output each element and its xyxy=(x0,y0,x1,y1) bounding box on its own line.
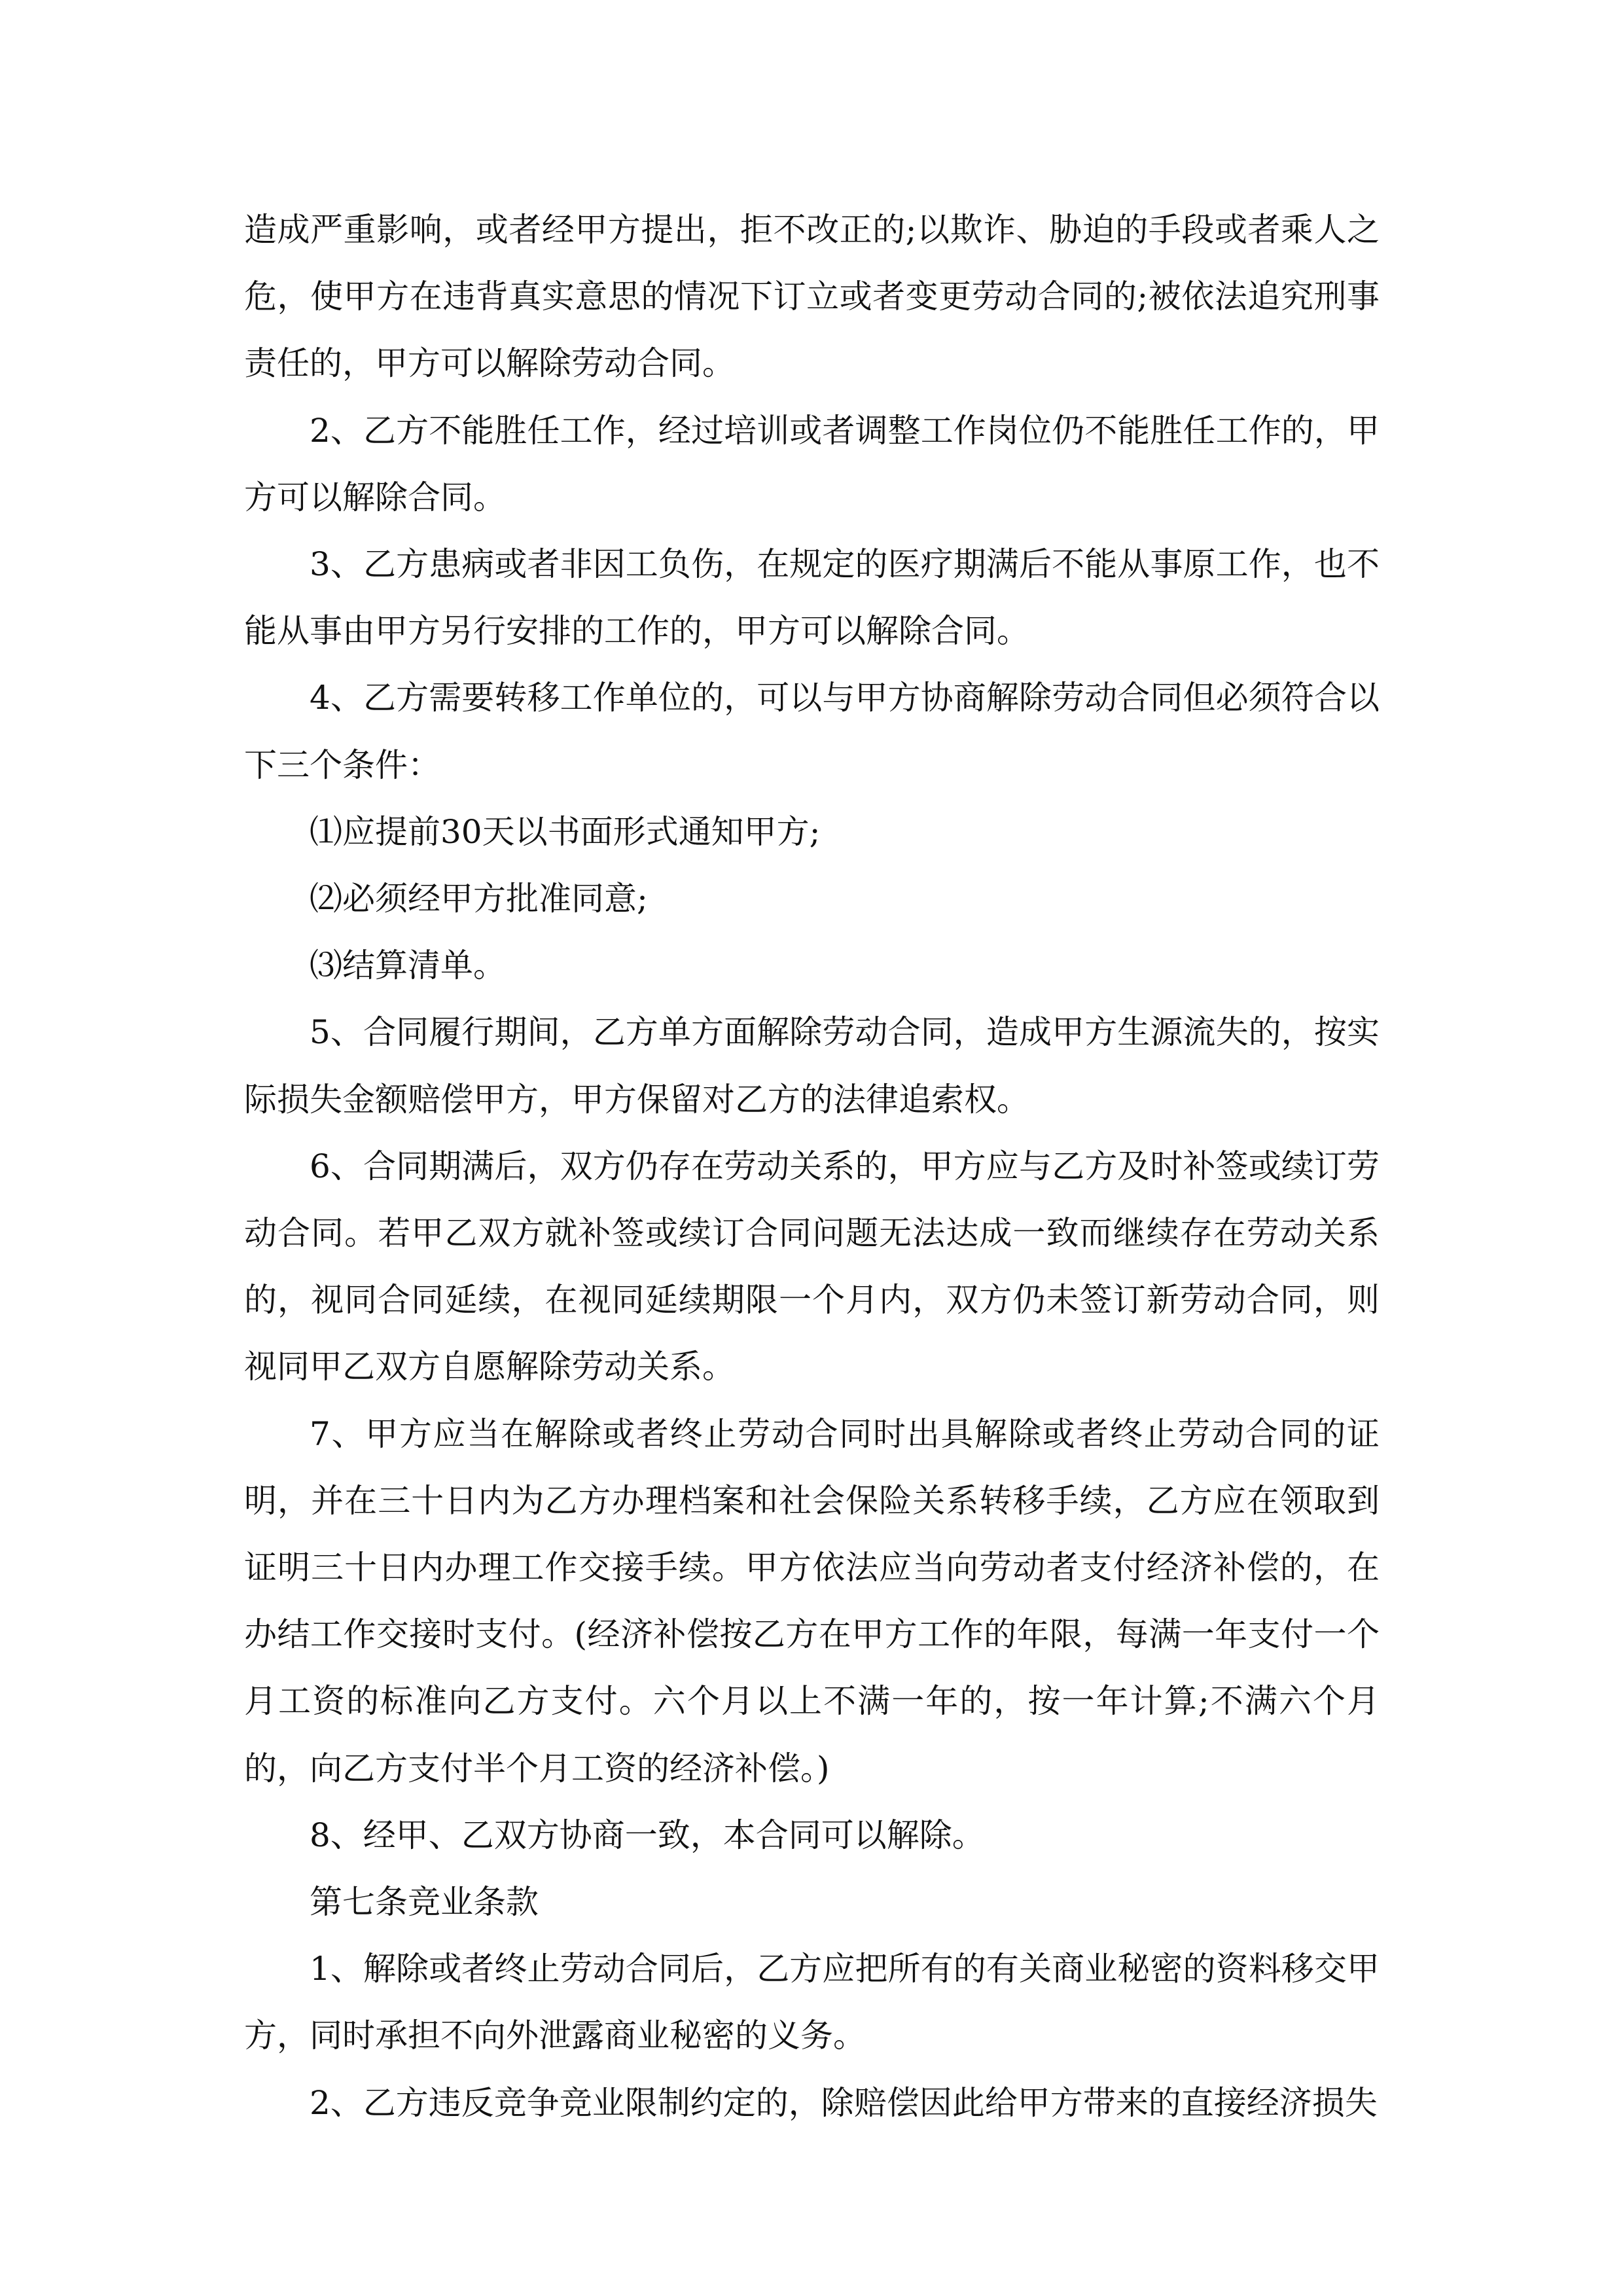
clause-3: 3、乙方患病或者非因工负伤，在规定的医疗期满后不能从事原工作，也不能从事由甲方另行安排的工作的，甲方可以解除合同。 xyxy=(244,545,1380,651)
clause-5: 5、合同履行期间，乙方单方面解除劳动合同，造成甲方生源流失的，按实际损失金额赔偿甲方，甲方保留对乙方的法律追索权。 xyxy=(244,1013,1380,1119)
clause-6: 6、合同期满后，双方仍存在劳动关系的，甲方应与乙方及时补签或续订劳动合同。若甲乙双方就补签或续订合同问题无法达成一致而继续存在劳动关系的，视同合同延续，在视同延续期限一个月内，双方仍未签订新劳动合同，则视同甲乙双方自愿解除劳动关系。 xyxy=(244,1147,1380,1386)
paragraph-continuation: 造成严重影响，或者经甲方提出，拒不改正的;以欺诈、胁迫的手段或者乘人之危，使甲方在违背真实意思的情况下订立或者变更劳动合同的;被依法追究刑事责任的，甲方可以解除劳动合同。 xyxy=(244,211,1380,383)
condition-1: ⑴应提前30天以书面形式通知甲方; xyxy=(310,812,821,851)
clause-8: 8、经甲、乙双方协商一致，本合同可以解除。 xyxy=(310,1816,985,1854)
noncompete-clause-2: 2、乙方违反竞争竞业限制约定的，除赔偿因此给甲方带来的直接经济损失 xyxy=(310,2083,1378,2122)
clause-7: 7、甲方应当在解除或者终止劳动合同时出具解除或者终止劳动合同的证明，并在三十日内为乙方办理档案和社会保险关系转移手续，乙方应在领取到证明三十日内办理工作交接手续。甲方依法应当向劳动者支付经济补偿的，在办结工作交接时支付。(经济补偿按乙方在甲方工作的年限，每满一年支付一个月工资的标准向乙方支付。六个月以上不满一年的，按一年计算;不满六个月的，向乙方支付半个月工资的经济补偿。) xyxy=(244,1414,1380,1787)
document-body xyxy=(244,196,1380,2136)
condition-2: ⑵必须经甲方批准同意; xyxy=(310,880,648,918)
noncompete-clause-1: 1、解除或者终止劳动合同后，乙方应把所有的有关商业秘密的资料移交甲方，同时承担不向外泄露商业秘密的义务。 xyxy=(244,1950,1380,2055)
article-7-heading: 第七条竞业条款 xyxy=(310,1883,539,1922)
condition-3: ⑶结算清单。 xyxy=(310,946,506,985)
clause-4: 4、乙方需要转移工作单位的，可以与甲方协商解除劳动合同但必须符合以下三个条件： xyxy=(244,679,1380,784)
clause-2: 2、乙方不能胜任工作，经过培训或者调整工作岗位仍不能胜任工作的，甲方可以解除合同。 xyxy=(244,411,1380,516)
